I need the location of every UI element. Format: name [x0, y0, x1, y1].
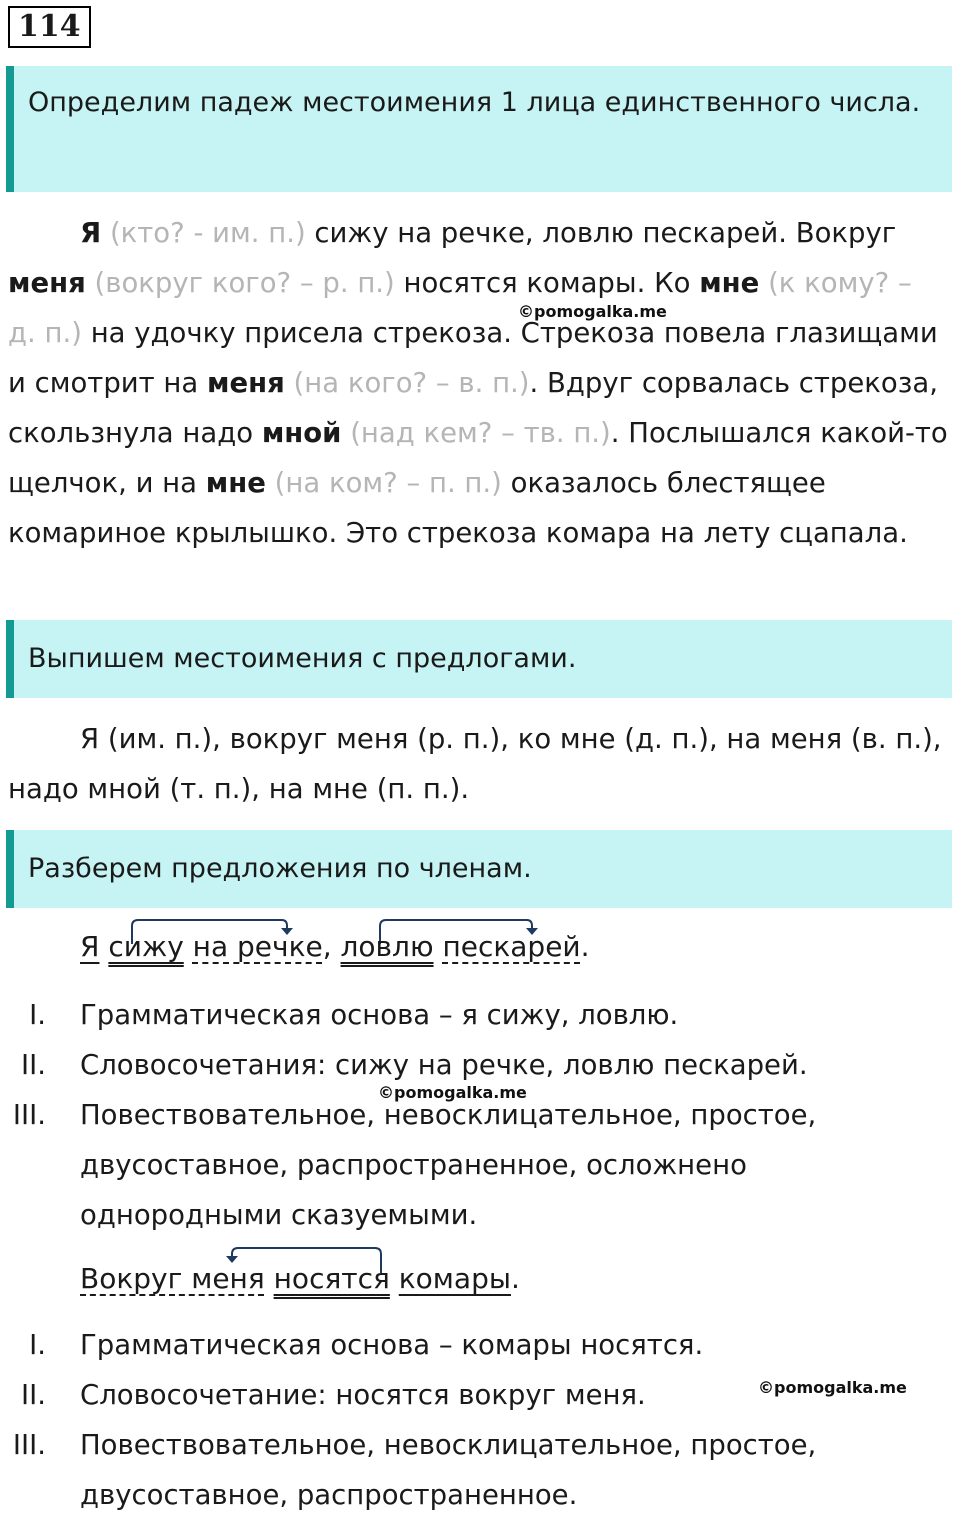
list-item — [0, 1090, 940, 1240]
adverbial: Вокруг меня — [80, 1262, 265, 1295]
section-header-case-text: Определим падеж местоимения 1 лица единственного числа. — [28, 87, 921, 118]
list-number: III. — [12, 1429, 46, 1461]
story-text: сижу на речке, ловлю пескарей. Вокруг — [305, 217, 897, 249]
watermark: ©pomogalka.me — [518, 302, 667, 321]
story-text: . Послышался какой-то щелчок, и на — [8, 417, 948, 499]
story-text: . Вдруг сорвалась стрекоза, скользнула надо — [8, 367, 938, 449]
case-question: (кто? - им. п.) — [109, 217, 306, 249]
story-text: оказалось блестящее комариное крылышко. Это стрекоза комара на лету сцапала. — [8, 467, 908, 549]
task-number: 114 — [8, 6, 91, 48]
list-number: I. — [29, 999, 46, 1031]
sentence-1 — [80, 922, 590, 972]
pronoun: меня — [8, 267, 86, 299]
case-question: (вокруг кого? – р. п.) — [94, 267, 395, 299]
list-number: II. — [21, 1049, 46, 1081]
case-question: (на ком? – п. п.) — [274, 467, 502, 499]
pronoun: мне — [205, 467, 266, 499]
watermark: ©pomogalka.me — [378, 1083, 527, 1102]
punctuation: , — [322, 930, 332, 963]
list-text: Словосочетания: сижу на речке, ловлю пескарей. — [80, 1049, 808, 1081]
adverbial: на речке — [192, 930, 323, 963]
section-header-pronouns-text: Выпишем местоимения с предлогами. — [28, 643, 577, 674]
watermark: ©pomogalka.me — [758, 1378, 907, 1397]
predicate: ловлю — [340, 930, 434, 963]
list-text: Повествовательное, невосклицательное, простое, двусоставное, распространенное. — [80, 1429, 817, 1511]
predicate: носятся — [273, 1262, 390, 1295]
case-question: (на кого? – в. п.) — [293, 367, 530, 399]
pronouns-text: Я (им. п.), вокруг меня (р. п.), ко мне (д. п.), на меня (в. п.), надо мной (т. п.), на мне (п. п.). — [8, 723, 942, 805]
list-text: Грамматическая основа – комары носятся. — [80, 1329, 704, 1361]
pronoun: меня — [207, 367, 285, 399]
subject: комары — [398, 1262, 511, 1295]
case-question: (над кем? – тв. п.) — [350, 417, 611, 449]
list-number: III. — [12, 1099, 46, 1131]
story-text: на удочку присела стрекоза. Стрекоза повела глазищами и смотрит на — [8, 317, 938, 399]
list-text: Повествовательное, невосклицательное, простое, двусоставное, распространенное, осложнено однородными сказуемыми. — [80, 1099, 817, 1231]
punctuation: . — [510, 1262, 520, 1295]
list-item — [0, 1320, 940, 1370]
sentence-2 — [80, 1254, 520, 1304]
list-number: I. — [29, 1329, 46, 1361]
pronoun: мной — [261, 417, 342, 449]
list-text: Словосочетание: носятся вокруг меня. — [80, 1379, 646, 1411]
list-number: II. — [21, 1379, 46, 1411]
list-item — [0, 990, 940, 1040]
analysis-list-1 — [0, 990, 940, 1240]
punctuation: . — [580, 930, 590, 963]
pronoun: мне — [699, 267, 760, 299]
subject: Я — [80, 930, 100, 963]
story-text: носятся комары. Ко — [394, 267, 700, 299]
analysis-list-2 — [0, 1320, 940, 1520]
section-header-parsing-text: Разберем предложения по членам. — [28, 853, 532, 884]
list-text: Грамматическая основа – я сижу, ловлю. — [80, 999, 679, 1031]
pronoun: Я — [80, 217, 102, 249]
list-item — [0, 1420, 940, 1520]
predicate: сижу — [108, 930, 184, 963]
object: пескарей — [442, 930, 581, 963]
case-question: (к кому? – д. п.) — [8, 267, 912, 349]
